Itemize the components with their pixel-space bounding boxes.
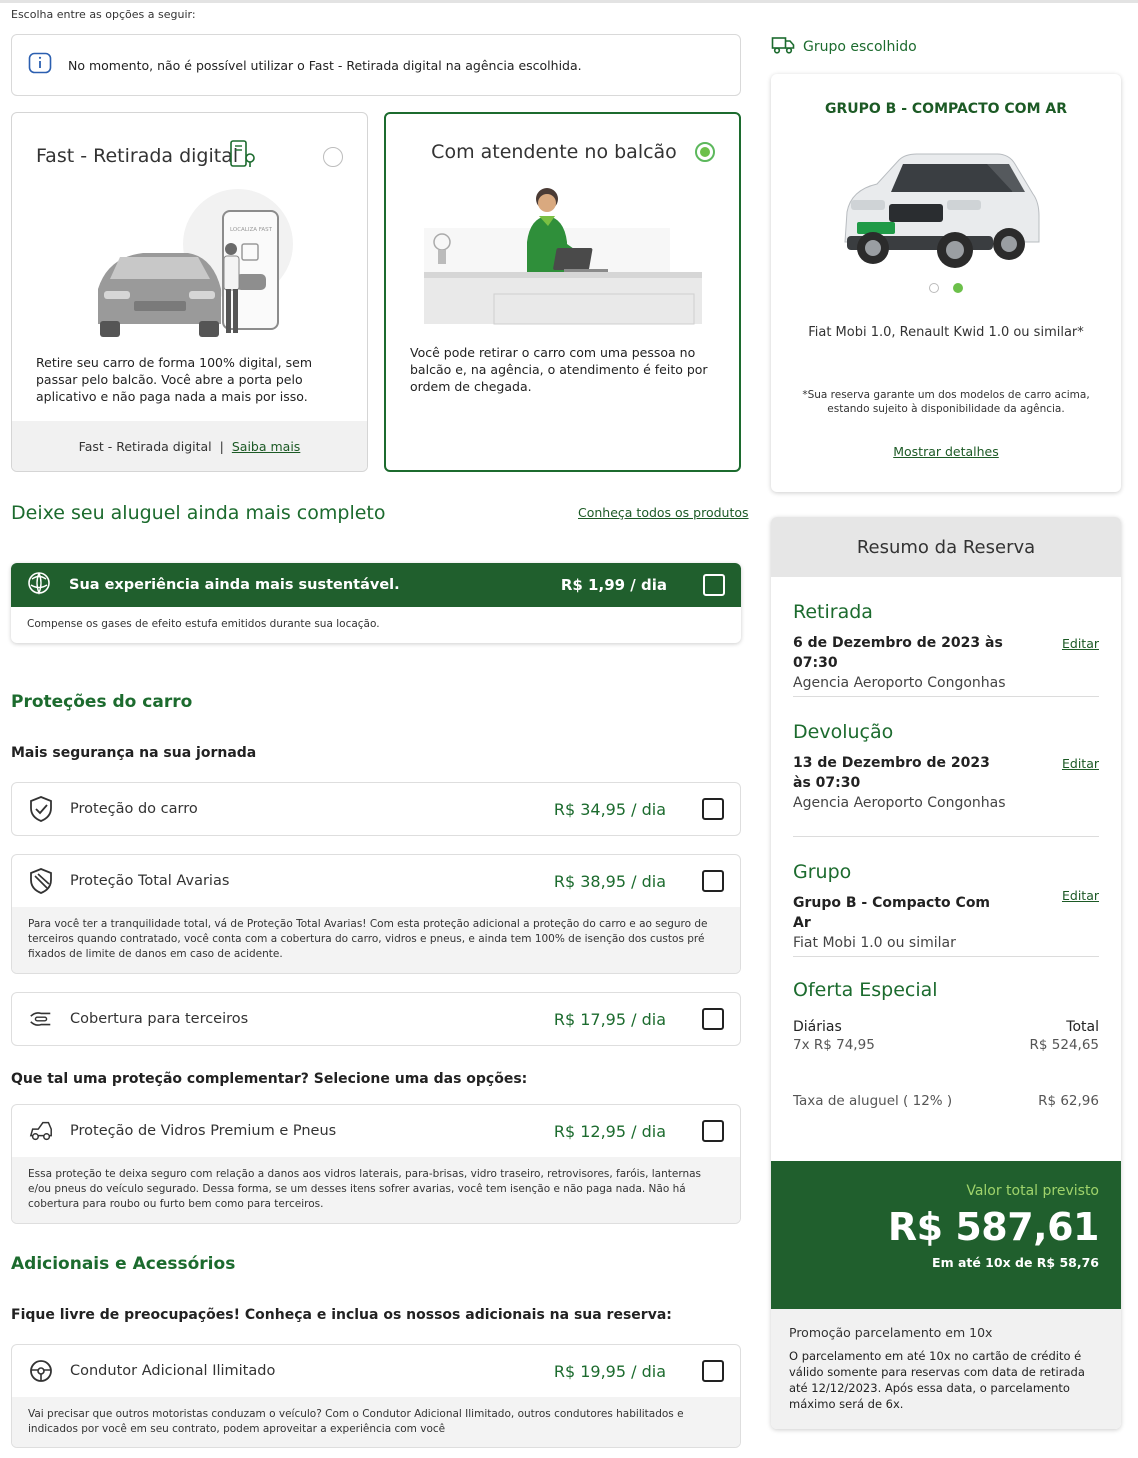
third-party-coverage-name: Cobertura para terceiros: [70, 1011, 249, 1027]
total-damage-protection-description: Para você ter a tranquilidade total, vá de Proteção Total Avarias! Com esta proteção adicional a proteção do carro e ao seguro de terceiros quando contratado, você conta com a cobertura do carro, vidros e pneus, e ainda tem 100% de isenção dos custos pré fixados de limite de danos em caso de acidente.: [12, 907, 740, 973]
glass-tires-protection-description: Essa proteção te deixa seguro com relação a danos aos vidros laterais, para-brisas, vidro traseiro, retrovisores, faróis, lanternas e/ou pneus do veículo segurado. Dessa forma, se um desses itens sofrer avarias, você tem isenção e não paga nada. Não há cobertura para roubo ou furto bem como para terceiros.: [12, 1157, 740, 1223]
fee-label: Taxa de aluguel ( 12% ): [793, 1093, 953, 1109]
summary-group-title: Grupo: [793, 861, 852, 883]
installment-promo: [771, 1309, 1121, 1429]
fast-footer-separator: |: [219, 438, 224, 454]
steering-wheel-icon: [28, 1358, 54, 1384]
summary-return: [793, 721, 1099, 813]
carousel-dot-2[interactable]: [953, 283, 963, 293]
edit-group-link[interactable]: Editar: [1061, 888, 1099, 903]
protections-title: Proteções do carro: [11, 692, 193, 712]
additionals-title: Adicionais e Acessórios: [11, 1254, 236, 1274]
edit-pickup-link[interactable]: Editar: [1061, 636, 1099, 651]
truck-icon: [771, 35, 795, 59]
show-details-link[interactable]: Mostrar detalhes: [893, 444, 999, 459]
fast-learn-more-link[interactable]: Saiba mais: [231, 438, 301, 454]
fast-option-footer: [12, 421, 367, 471]
subtotal-value: R$ 524,65: [1029, 1037, 1099, 1053]
summary-return-title: Devolução: [793, 721, 894, 743]
summary-pickup-place: Agencia Aeroporto Congonhas: [793, 675, 1006, 691]
counter-option-radio[interactable]: [695, 142, 715, 162]
fast-option-radio[interactable]: [323, 147, 343, 167]
chosen-group-label: [771, 35, 917, 59]
fast-option-card[interactable]: [11, 112, 368, 472]
total-damage-protection-option: [11, 854, 741, 974]
eco-option-checkbox[interactable]: [703, 574, 725, 596]
extras-title: Deixe seu aluguel ainda mais completo: [11, 502, 386, 524]
additional-driver-price: R$ 19,95 / dia: [553, 1361, 666, 1381]
total-box: [771, 1161, 1121, 1309]
top-divider: [0, 0, 1138, 3]
total-estimated-label: Valor total previsto: [966, 1183, 1099, 1199]
summary-divider: [793, 836, 1099, 837]
car-protection-option: [11, 782, 741, 836]
total-damage-protection-checkbox[interactable]: [702, 870, 724, 892]
eco-option-card: [11, 563, 741, 643]
intro-text: Escolha entre as opções a seguir:: [11, 8, 196, 21]
additional-driver-checkbox[interactable]: [702, 1360, 724, 1382]
carousel-dots: [929, 283, 977, 293]
edit-return-link[interactable]: Editar: [1061, 756, 1099, 771]
fast-illustration: [88, 189, 298, 343]
car-availability-note: *Sua reserva garante um dos modelos de carro acima, estando sujeito à disponibilidade da agência.: [802, 389, 1090, 415]
total-estimated-value: R$ 587,61: [887, 1205, 1099, 1249]
eco-option-description: Compense os gases de efeito estufa emitidos durante sua locação.: [27, 618, 380, 630]
counter-illustration: [424, 184, 704, 330]
fee-value: R$ 62,96: [1038, 1093, 1099, 1109]
glass-tires-protection-price: R$ 12,95 / dia: [553, 1121, 666, 1141]
car-image: [837, 150, 1041, 278]
summary-group-name: Grupo B - Compacto Com Ar: [793, 895, 991, 931]
summary-group-car: Fiat Mobi 1.0 ou similar: [793, 935, 956, 951]
shield-check-icon: [28, 796, 54, 822]
notice-text: No momento, não é possível utilizar o Fast - Retirada digital na agência escolhida.: [68, 57, 582, 73]
protections-subtitle: Mais segurança na sua jornada: [11, 745, 257, 761]
summary-divider: [793, 956, 1099, 957]
complement-title: Que tal uma proteção complementar? Selecione uma das opções:: [11, 1071, 528, 1087]
carousel-dot-1[interactable]: [929, 283, 939, 293]
eco-option-price: R$ 1,99 / dia: [560, 576, 667, 594]
summary-return-date: 13 de Dezembro de 2023 às 07:30: [793, 755, 990, 791]
car-glass-icon: [28, 1118, 54, 1144]
total-damage-protection-name: Proteção Total Avarias: [70, 873, 230, 889]
hands-car-icon: [28, 1006, 54, 1032]
leaf-globe-icon: [25, 570, 53, 600]
total-label: Total: [1066, 1019, 1099, 1035]
daily-value: 7x R$ 74,95: [793, 1037, 875, 1053]
car-group-title: GRUPO B - COMPACTO COM AR: [824, 101, 1068, 117]
additional-driver-option: [11, 1344, 741, 1448]
total-damage-protection-price: R$ 38,95 / dia: [553, 871, 666, 891]
third-party-coverage-option: [11, 992, 741, 1046]
summary-divider: [793, 696, 1099, 697]
summary-title: Resumo da Reserva: [771, 517, 1121, 577]
reservation-summary: [771, 517, 1121, 1429]
additional-driver-description: Vai precisar que outros motoristas conduzam o veículo? Com o Condutor Adicional Ilimitado, outros condutores habilitados e indicados por você em seu contrato, podem aproveitar a experiência com você: [12, 1397, 740, 1448]
installments-text: Em até 10x de R$ 58,76: [932, 1255, 1099, 1270]
counter-option-title: Com atendente no balcão: [431, 141, 677, 163]
car-protection-price: R$ 34,95 / dia: [553, 799, 666, 819]
glass-tires-protection-checkbox[interactable]: [702, 1120, 724, 1142]
third-party-coverage-price: R$ 17,95 / dia: [553, 1009, 666, 1029]
fast-option-title: Fast - Retirada digital: [36, 145, 239, 167]
all-products-link[interactable]: Conheça todos os produtos: [578, 505, 749, 520]
car-models: Fiat Mobi 1.0, Renault Kwid 1.0 ou similar*: [808, 325, 1084, 340]
summary-pickup: [793, 601, 1099, 693]
promo-text: O parcelamento em até 10x no cartão de crédito é válido somente para reservas com data de retirada até 12/12/2023. Após essa data, o parcelamento máximo será de 6x.: [789, 1349, 1085, 1411]
counter-option-description: Você pode retirar o carro com uma pessoa no balcão e, na agência, o atendimento é feito por ordem de chegada.: [410, 345, 708, 394]
phone-brand-text: LOCALIZA FAST: [230, 227, 273, 233]
car-group-card: [771, 74, 1121, 492]
summary-pickup-date: 6 de Dezembro de 2023 às 07:30: [793, 635, 1003, 671]
eco-option-header: [11, 563, 741, 607]
phone-key-icon: [228, 139, 258, 173]
additionals-subtitle: Fique livre de preocupações! Conheça e inclua os nossos adicionais na sua reserva:: [11, 1307, 672, 1323]
summary-offer: [793, 979, 1099, 1109]
car-protection-checkbox[interactable]: [702, 798, 724, 820]
fast-footer-label: Fast - Retirada digital: [78, 438, 212, 454]
glass-tires-protection-name: Proteção de Vidros Premium e Pneus: [70, 1123, 337, 1139]
car-protection-name: Proteção do carro: [70, 801, 198, 817]
eco-option-title: Sua experiência ainda mais sustentável.: [69, 577, 400, 593]
notice-box: [11, 34, 741, 96]
info-icon: [28, 52, 52, 78]
additional-driver-name: Condutor Adicional Ilimitado: [70, 1363, 276, 1379]
summary-offer-title: Oferta Especial: [793, 979, 938, 1001]
promo-title: Promoção parcelamento em 10x: [789, 1325, 993, 1340]
third-party-coverage-checkbox[interactable]: [702, 1008, 724, 1030]
daily-label: Diárias: [793, 1019, 842, 1035]
shield-car-icon: [28, 868, 54, 894]
summary-return-place: Agencia Aeroporto Congonhas: [793, 795, 1006, 811]
fast-option-description: Retire seu carro de forma 100% digital, sem passar pelo balcão. Você abre a porta pelo aplicativo e não paga nada a mais por isso.: [36, 355, 313, 404]
summary-group: [793, 861, 1099, 953]
counter-option-card[interactable]: [384, 112, 741, 472]
chosen-group-label-text: Grupo escolhido: [803, 39, 917, 55]
summary-pickup-title: Retirada: [793, 601, 873, 623]
glass-tires-protection-option: [11, 1104, 741, 1224]
